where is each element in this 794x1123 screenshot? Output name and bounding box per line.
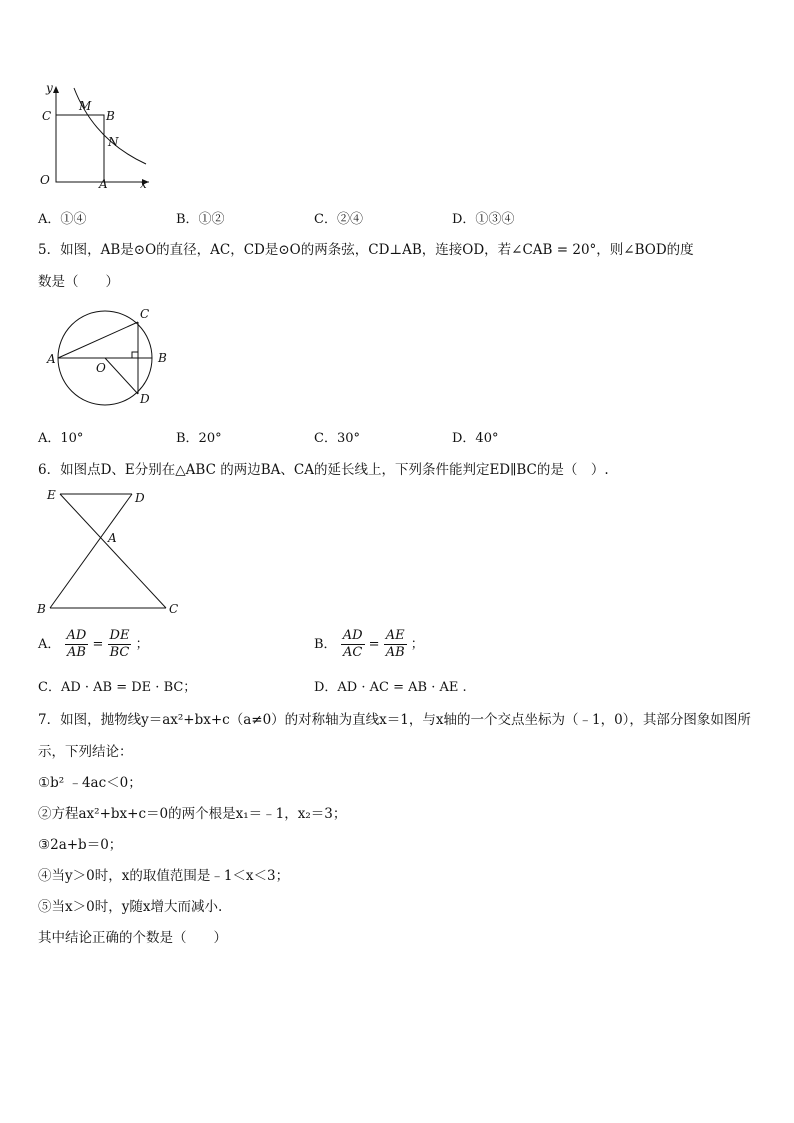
q6-option-a-eq: = [92, 637, 104, 652]
q4-label-O: O [40, 173, 50, 187]
q6-option-a-num2: DE [109, 628, 130, 643]
q7-statement-2: ②方程ax²+bx+c＝0的两个根是x₁＝﹣1，x₂＝3； [38, 806, 347, 822]
q4-option-b[interactable]: B．①② [176, 212, 225, 227]
q4-option-d[interactable]: D．①③④ [452, 212, 515, 227]
q6-stem-line1: 6．如图点D、E分别在△ABC 的两边BA、CA的延长线上，下列条件能判定ED∥BC的是（ ）. [38, 462, 609, 478]
q7-stem-line1: 7．如图，抛物线y＝ax²+bx+c（a≠0）的对称轴为直线x＝1，与x轴的一个交点坐标为（﹣1，0），其部分图象如图所 [38, 712, 751, 728]
q6-option-b-num1: AD [342, 628, 363, 643]
q4-option-a[interactable]: A．①④ [38, 212, 87, 227]
q4-label-x: x [140, 177, 147, 191]
q6-option-b-end: ； [410, 637, 424, 652]
q4-label-y: y [46, 81, 53, 95]
q6-option-a-end: ； [135, 637, 149, 652]
q4-label-A: A [99, 177, 108, 191]
q4-label-B: B [106, 109, 115, 123]
q6-option-a-num1: AD [66, 628, 87, 643]
q6-option-a-frac2 [108, 628, 132, 661]
q7-statement-1: ①b² ﹣4ac＜0； [38, 775, 142, 791]
q5-option-d[interactable]: D．40° [452, 431, 499, 446]
q5-figure [40, 302, 180, 412]
q7-statement-5: ⑤当x＞0时，y随x增大而减小. [38, 899, 223, 915]
q6-figure [34, 486, 184, 618]
q6-option-b-eq: = [368, 637, 380, 652]
q6-label-C: C [169, 602, 179, 616]
q4-figure [34, 80, 154, 195]
q6-option-a-label: A． [38, 637, 61, 652]
q6-label-E: E [47, 488, 56, 502]
q5-label-D: D [140, 392, 150, 406]
q6-option-b-den1: AC [342, 645, 363, 660]
q5-option-c[interactable]: C．30° [314, 431, 360, 446]
q6-option-a-frac1 [65, 628, 89, 661]
q5-option-a[interactable]: A．10° [38, 431, 84, 446]
q6-label-D: D [135, 491, 145, 505]
q7-statement-3: ③2a+b＝0； [38, 837, 123, 853]
q6-option-b[interactable] [314, 628, 424, 661]
q6-label-A: A [108, 531, 117, 545]
q5-label-B: B [158, 351, 167, 365]
q6-option-a-den1: AB [66, 645, 86, 660]
q4-label-M: M [79, 99, 92, 113]
q5-stem-line2: 数是（ ） [38, 274, 119, 290]
q6-option-b-den2: AB [385, 645, 405, 660]
q5-stem-line1: 5．如图，AB是⊙O的直径，AC，CD是⊙O的两条弦，CD⊥AB，连接OD，若∠CAB = 20°，则∠BOD的度 [38, 242, 694, 258]
q7-stem-line2: 示，下列结论： [38, 744, 133, 760]
q6-option-c[interactable]: C．AD · AB = DE · BC； [38, 680, 197, 695]
q6-label-B: B [37, 602, 46, 616]
q5-option-b[interactable]: B．20° [176, 431, 222, 446]
q6-option-b-num2: AE [384, 628, 407, 645]
q6-option-a-den2: BC [109, 645, 130, 660]
q5-label-O: O [96, 361, 106, 375]
q5-label-C: C [140, 307, 150, 321]
q7-question: 其中结论正确的个数是（ ） [38, 930, 227, 946]
q6-option-b-frac1 [341, 628, 365, 661]
q6-option-b-frac2 [384, 628, 407, 661]
q4-label-N: N [108, 135, 119, 149]
q6-option-a[interactable] [38, 628, 149, 661]
q6-option-b-label: B． [314, 637, 337, 652]
q6-option-d[interactable]: D．AD · AC = AB · AE . [314, 680, 467, 695]
q4-option-c[interactable]: C．②④ [314, 212, 363, 227]
q4-label-C: C [42, 109, 52, 123]
q5-label-A: A [47, 352, 56, 366]
q7-statement-4: ④当y＞0时，x的取值范围是﹣1＜x＜3； [38, 868, 290, 884]
